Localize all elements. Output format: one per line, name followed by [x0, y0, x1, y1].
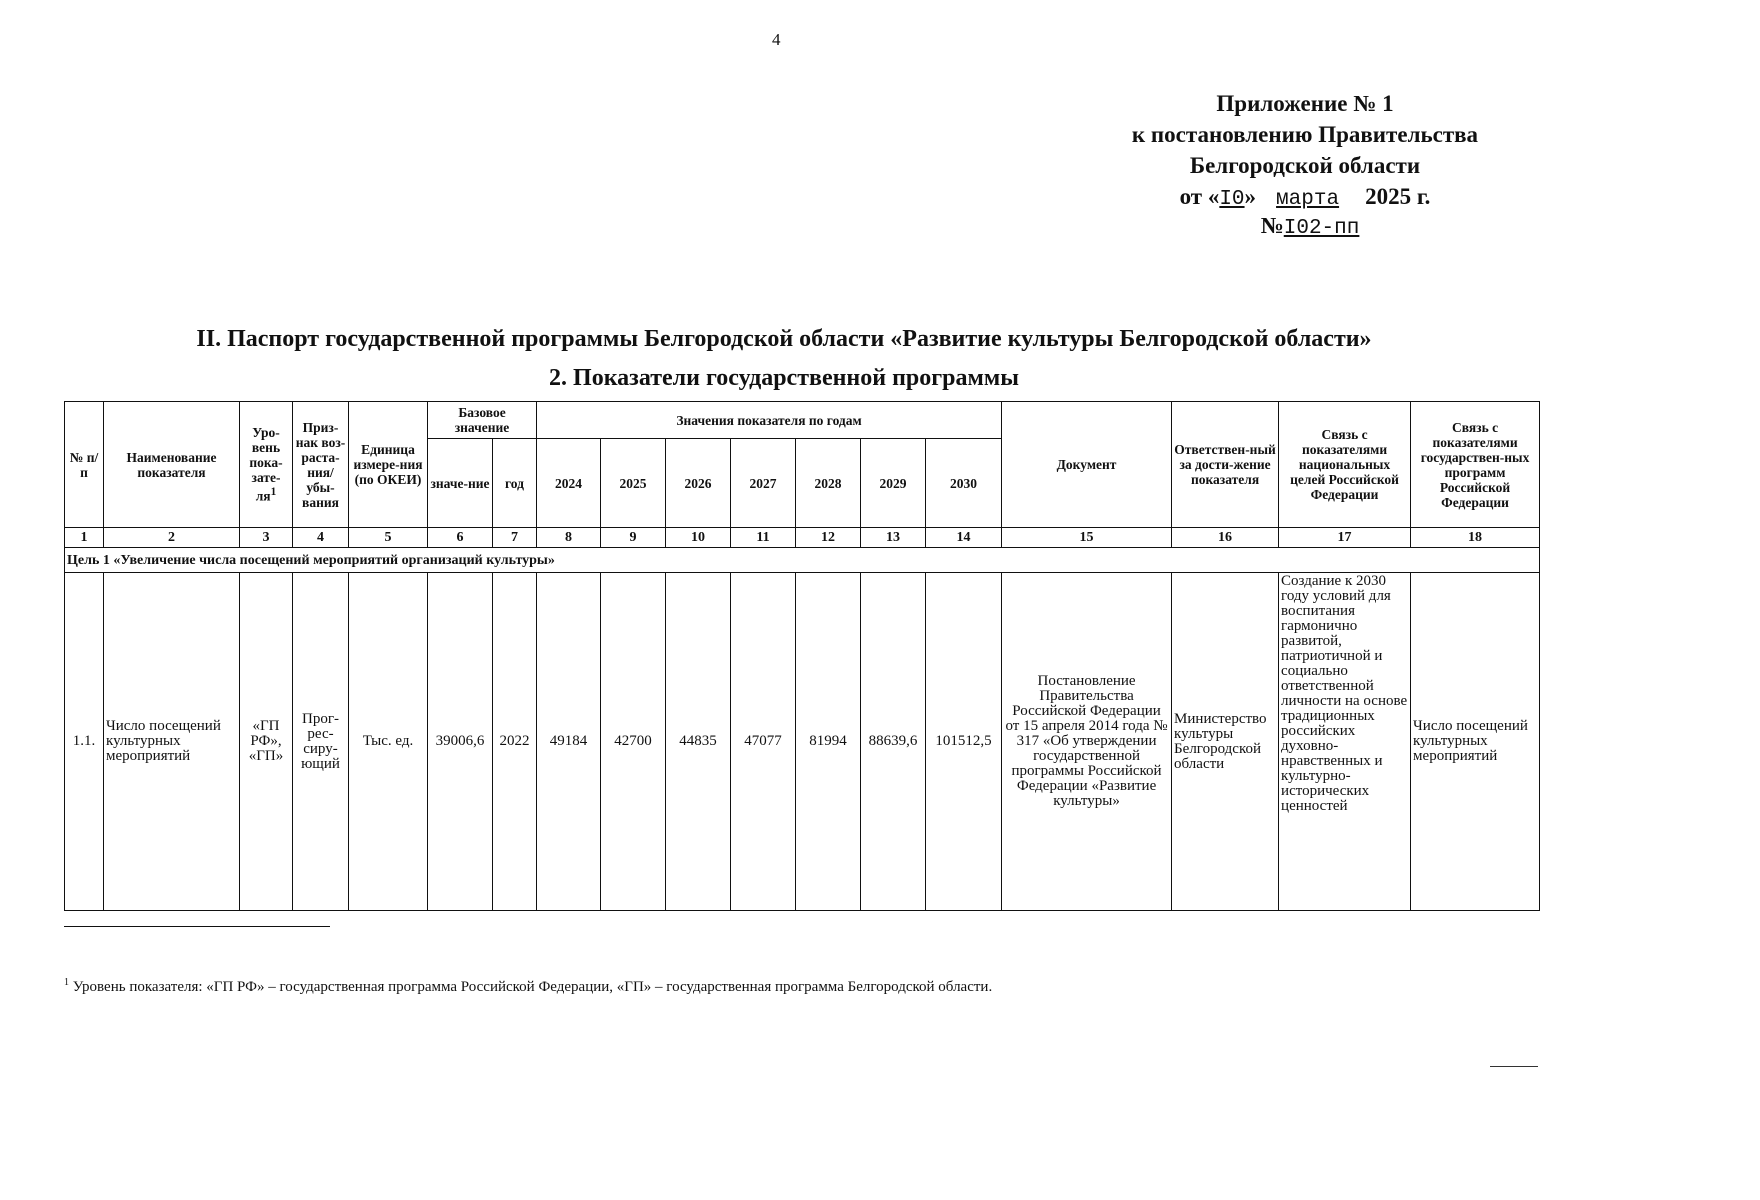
- row-value-2027: 47077: [731, 573, 796, 911]
- table-row: [65, 573, 1540, 911]
- appendix-line-2: к постановлению Правительства: [1131, 122, 1479, 147]
- footnote-text: Уровень показателя: «ГП РФ» – государственная программа Российской Федерации, «ГП» – государственная программа Белгородской области.: [72, 979, 993, 995]
- header-level-footnote-marker: 1: [270, 486, 277, 499]
- header-responsible: Ответствен-ный за дости-жение показателя: [1172, 402, 1279, 528]
- column-number: 2: [104, 528, 240, 548]
- section-title: II. Паспорт государственной программы Белгородской области «Развитие культуры Белгородской области»: [196, 326, 1372, 352]
- column-number: 3: [240, 528, 293, 548]
- row-responsible: Министерство культуры Белгородской области: [1172, 573, 1279, 911]
- header-name: Наименование показателя: [104, 402, 240, 528]
- column-number: 15: [1002, 528, 1172, 548]
- footnote: [64, 977, 992, 996]
- footnote-marker: 1: [64, 977, 69, 988]
- page-number: 4: [772, 30, 781, 49]
- column-number: 5: [349, 528, 428, 548]
- header-base-year: год: [493, 439, 537, 528]
- date-prefix: от «: [1179, 184, 1220, 209]
- row-national-goals: Создание к 2030 году условий для воспитания гармонично развитой, патриотичной и социально ответственной личности на основе традиционных российских духовно-нравственных и культурно-исторических ценностей: [1279, 573, 1411, 911]
- goal-row: [65, 548, 1540, 573]
- margin-mark: [1490, 1066, 1538, 1067]
- header-trend: Приз-нак воз-раста-ния/ убы-вания: [293, 402, 349, 528]
- header-document: Документ: [1002, 402, 1172, 528]
- footnote-separator: [64, 926, 330, 927]
- row-value-2025: 42700: [601, 573, 666, 911]
- appendix-line-1: Приложение № 1: [1216, 91, 1394, 116]
- header-level: [240, 402, 293, 528]
- header-year-2027: 2027: [731, 439, 796, 528]
- column-number: 18: [1411, 528, 1540, 548]
- row-state-programs: Число посещений культурных мероприятий: [1411, 573, 1540, 911]
- column-number: 14: [926, 528, 1002, 548]
- row-value-2029: 88639,6: [861, 573, 926, 911]
- row-value-2028: 81994: [796, 573, 861, 911]
- column-number: 1: [65, 528, 104, 548]
- appendix-line-3: Белгородской области: [1189, 153, 1421, 178]
- column-number: 12: [796, 528, 861, 548]
- header-year-2029: 2029: [861, 439, 926, 528]
- row-name: Число посещений культурных мероприятий: [104, 573, 240, 911]
- header-state-programs: Связь с показателями государствен-ных программ Российской Федерации: [1411, 402, 1540, 528]
- header-num: № п/п: [65, 402, 104, 528]
- column-number: 7: [493, 528, 537, 548]
- column-number: 4: [293, 528, 349, 548]
- column-number: 16: [1172, 528, 1279, 548]
- row-level: «ГП РФ», «ГП»: [240, 573, 293, 911]
- column-number: 10: [666, 528, 731, 548]
- row-value-2030: 101512,5: [926, 573, 1002, 911]
- date-month: марта: [1276, 188, 1340, 211]
- row-base-year: 2022: [493, 573, 537, 911]
- date-mid: »: [1244, 184, 1257, 209]
- row-value-2024: 49184: [537, 573, 601, 911]
- column-number: 9: [601, 528, 666, 548]
- subsection-title: 2. Показатели государственной программы: [549, 365, 1019, 391]
- header-year-2028: 2028: [796, 439, 861, 528]
- column-number: 11: [731, 528, 796, 548]
- header-national-goals: Связь с показателями национальных целей Российской Федерации: [1279, 402, 1411, 528]
- column-number: 6: [428, 528, 493, 548]
- header-level-text: Уро-вень пока-зате-ля: [249, 425, 283, 504]
- header-unit: Единица измере-ния (по ОКЕИ): [349, 402, 428, 528]
- indicators-table: [64, 401, 1540, 911]
- appendix-number: [1210, 210, 1410, 244]
- row-trend: Прог-рес-сиру-ющий: [293, 573, 349, 911]
- header-year-2024: 2024: [537, 439, 601, 528]
- column-number: 8: [537, 528, 601, 548]
- date-year: 2025 г.: [1365, 184, 1431, 209]
- row-base-value: 39006,6: [428, 573, 493, 911]
- column-number: 13: [861, 528, 926, 548]
- goal-title: Цель 1 «Увеличение числа посещений мероприятий организаций культуры»: [65, 548, 1540, 573]
- column-number: 17: [1279, 528, 1411, 548]
- row-unit: Тыс. ед.: [349, 573, 428, 911]
- header-year-2026: 2026: [666, 439, 731, 528]
- row-value-2026: 44835: [666, 573, 731, 911]
- header-year-2025: 2025: [601, 439, 666, 528]
- number-value: I02-пп: [1283, 217, 1360, 240]
- row-num: 1.1.: [65, 573, 104, 911]
- header-year-2030: 2030: [926, 439, 1002, 528]
- row-document: Постановление Правительства Российской Федерации от 15 апреля 2014 года № 317 «Об утверждении государственной программы Российской Федерации «Развитие культуры»: [1002, 573, 1172, 911]
- header-base-value: значе-ние: [428, 439, 493, 528]
- header-base-group: Базовое значение: [428, 402, 537, 439]
- column-number-row: [65, 528, 1540, 548]
- number-prefix: №: [1260, 213, 1284, 238]
- date-day: I0: [1219, 188, 1245, 211]
- header-years-group: Значения показателя по годам: [537, 402, 1002, 439]
